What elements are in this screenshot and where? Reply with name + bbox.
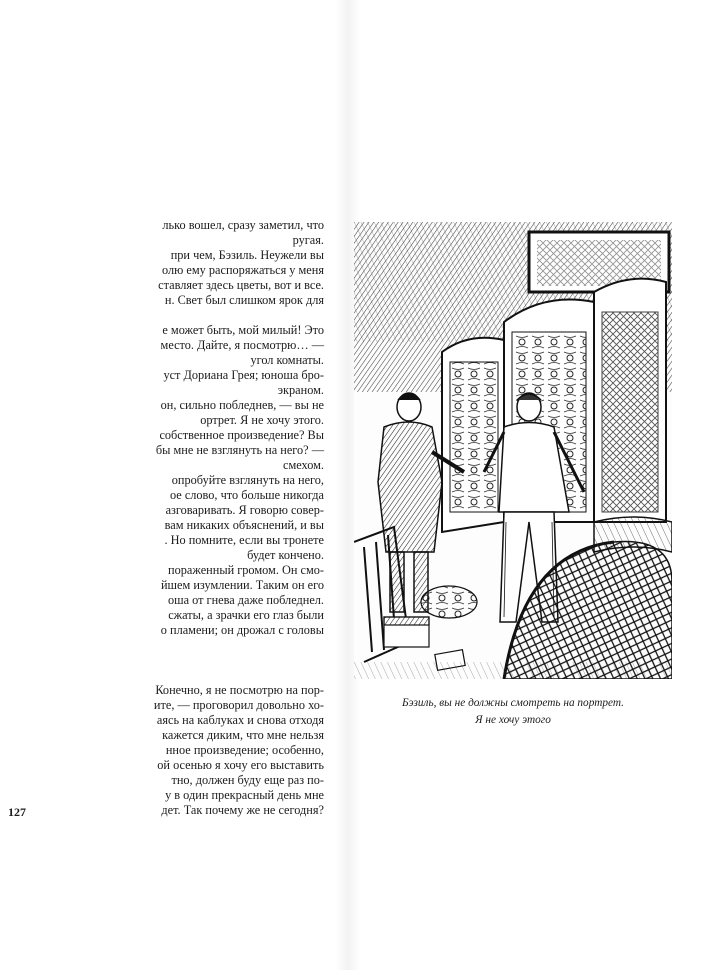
text-line: оша от гнева даже побледнел. [167, 593, 324, 607]
page-number: 127 [8, 805, 26, 819]
text-line: он, сильно побледнев, — вы не [160, 398, 324, 412]
text-line: олю ему распоряжаться у меня [162, 263, 324, 277]
text-line: экраном. [277, 383, 324, 397]
text-line: кажется диким, что мне нельзя [162, 728, 324, 742]
text-line: при чем, Бэзиль. Неужели вы [170, 248, 324, 262]
text-line: азговаривать. Я говорю совер- [165, 503, 324, 517]
text-line: ставляет здесь цветы, вот и все. [158, 278, 324, 292]
text-line: нное произведение; особенно, [165, 743, 324, 757]
wicker-chair [504, 517, 672, 679]
left-page [0, 0, 330, 970]
text-line: Конечно, я не посмотрю на пор- [155, 683, 324, 697]
text-line: уст Дориана Грея; юноша бро- [163, 368, 324, 382]
text-line: о пламени; он дрожал с головы [160, 623, 324, 637]
text-line: место. Дайте, я посмотрю… — [160, 338, 324, 352]
caption-line: Я не хочу этого [475, 714, 551, 726]
text-line: будет кончено. [247, 548, 324, 562]
text-line: ое слово, что больше никогда [169, 488, 324, 502]
illustration-caption [354, 695, 672, 729]
illustration [354, 222, 672, 679]
text-line: йшем изумлении. Таким он его [160, 578, 324, 592]
text-line: е может быть, мой милый! Это [162, 323, 324, 337]
text-line: пораженный громом. Он смо- [168, 563, 324, 577]
text-line: ругая. [292, 233, 324, 247]
text-line: аясь на каблуках и снова отходя [156, 713, 324, 727]
text-line: угол комнаты. [250, 353, 324, 367]
text-line: дет. Так почему же не сегодня? [161, 803, 324, 817]
text-line: вам никаких объяснений, и вы [164, 518, 324, 532]
text-line: смехом. [283, 458, 324, 472]
text-line: ой осенью я хочу его выставить [157, 758, 324, 772]
text-line: ортрет. Я не хочу этого. [200, 413, 324, 427]
text-line: сжаты, а зрачки его глаз были [168, 608, 324, 622]
text-line: собственное произведение? Вы [159, 428, 324, 442]
caption-line: Бэзиль, вы не должны смотреть на портрет. [401, 697, 624, 709]
text-line: ите, — проговорил довольно хо- [153, 698, 324, 712]
text-line: н. Свет был слишком ярок для [164, 293, 324, 307]
text-line: . Но помните, если вы тронете [164, 533, 324, 547]
text-line: бы мне не взглянуть на него? — [155, 443, 324, 457]
text-line: у в один прекрасный день мне [165, 788, 324, 802]
text-line: лько вошел, сразу заметил, что [162, 218, 324, 232]
text-line: опробуйте взглянуть на него, [171, 473, 324, 487]
text-line: тно, должен буду еще раз по- [171, 773, 324, 787]
